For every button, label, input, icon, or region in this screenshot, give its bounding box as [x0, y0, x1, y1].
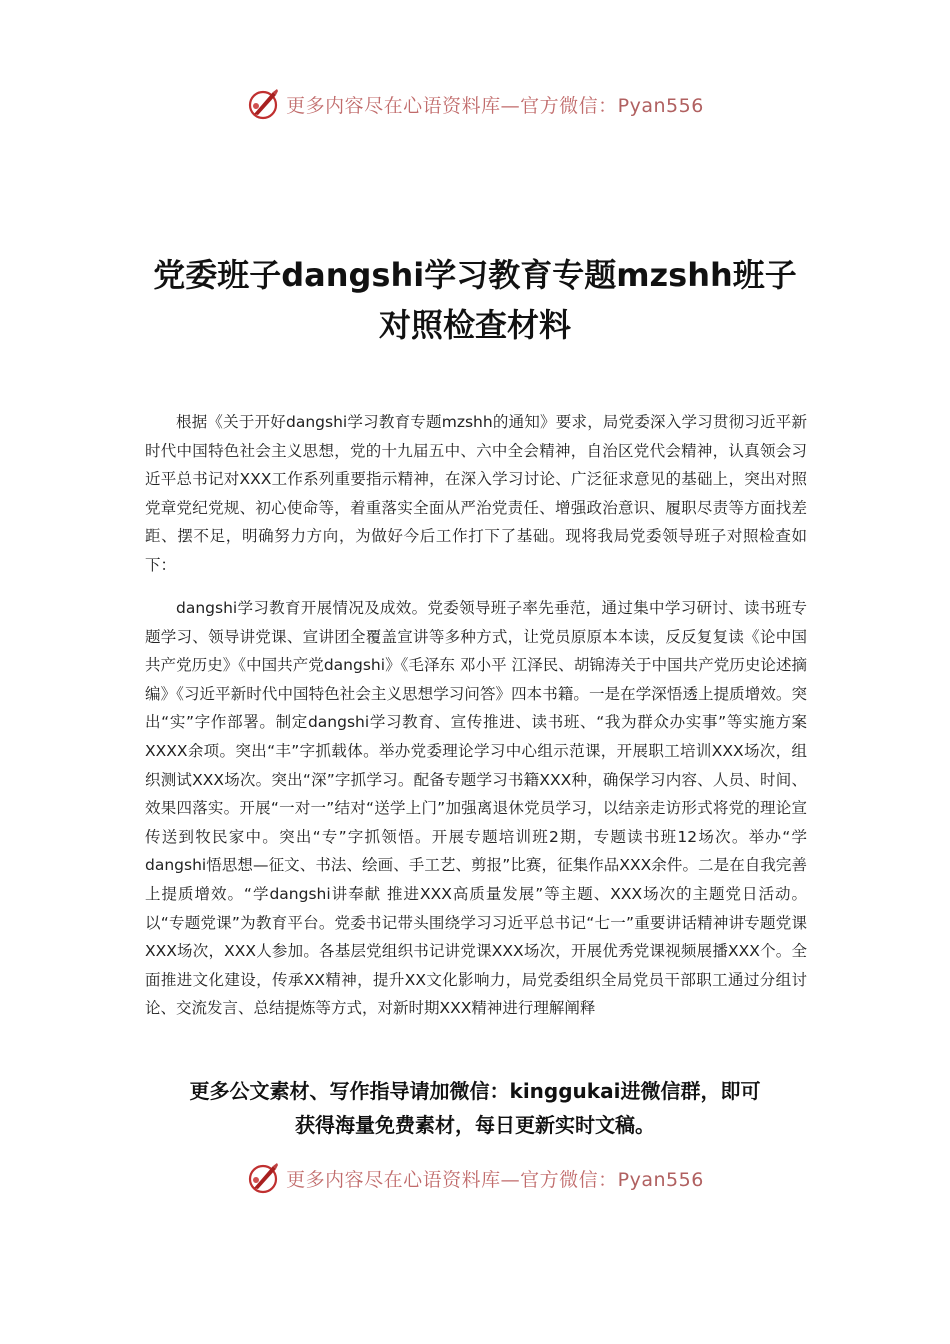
- body-paragraph-1: 根据《关于开好dangshi学习教育专题mzshh的通知》要求，局党委深入学习贯彻习近平新时代中国特色社会主义思想，党的十九届五中、六中全会精神，自治区党代会精神，认真领会习近平总书记对XXX工作系列重要指示精神，在深入学习讨论、广泛征求意见的基础上，突出对照党章党纪党规、初心使命等，着重落实全面从严治党责任、增强政治意识、履职尽责等方面找差距、摆不足，明确努力方向，为做好今后工作打下了基础。现将我局党委领导班子对照检查如下：: [145, 413, 807, 574]
- quill-pen-logo-icon: [246, 1160, 282, 1196]
- promo-line-1: 更多公文素材、写作指导请加微信：kinggukai进微信群，即可: [189, 1079, 761, 1103]
- title-line-2: 对照检查材料: [378, 306, 571, 344]
- footer-banner-text: 更多内容尽在心语资料库—官方微信：Pyan556: [286, 1168, 704, 1191]
- body-paragraph-1-block: [145, 408, 807, 580]
- wechat-id: Pyan556: [617, 94, 704, 117]
- page-title: [140, 250, 810, 350]
- wechat-id: Pyan556: [617, 1168, 704, 1191]
- header-banner-text: 更多内容尽在心语资料库—官方微信：Pyan556: [286, 94, 704, 117]
- footer-banner: [0, 1154, 950, 1202]
- body-paragraph-2: dangshi学习教育开展情况及成效。党委领导班子率先垂范，通过集中学习研讨、读书班专题学习、领导讲党课、宣讲团全覆盖宣讲等多种方式，让党员原原本本读，反反复复读《论中国共产党历史》《中国共产党dangshi》《毛泽东 邓小平 江泽民、胡锦涛关于中国共产党历史论述摘编》《习近平新时代中国特色社会主义思想学习问答》四本书籍。一是在学深悟透上提质增效。突出“实”字作部署。制定dangshi学习教育、宣传推进、读书班、“我为群众办实事”等实施方案XXXX余项。突出“丰”字抓载体。举办党委理论学习中心组示范课，开展职工培训XXX场次，组织测试XXX场次。突出“深”字抓学习。配备专题学习书籍XXX种，确保学习内容、人员、时间、效果四落实。开展“一对一”结对“送学上门”加强离退休党员学习，以结亲走访形式将党的理论宣传送到牧民家中。突出“专”字抓领悟。开展专题培训班2期，专题读书班12场次。举办“学dangshi悟思想—征文、书法、绘画、手工艺、剪报”比赛，征集作品XXX余件。二是在自我完善上提质增效。“学dangshi讲奉献 推进XXX高质量发展”等主题、XXX场次的主题党日活动。以“专题党课”为教育平台。党委书记带头围绕学习习近平总书记“七一”重要讲话精神讲专题党课XXX场次，XXX人参加。各基层党组织书记讲党课XXX场次，开展优秀党课视频展播XXX个。全面推进文化建设，传承XX精神，提升XX文化影响力，局党委组织全局党员干部职工通过分组讨论、交流发言、总结提炼等方式，对新时期XXX精神进行理解阐释: [145, 599, 807, 1018]
- body-paragraph-2-block: [145, 594, 807, 1023]
- header-banner: [0, 80, 950, 128]
- quill-pen-logo-icon: [246, 86, 282, 122]
- promo-notice: [140, 1074, 810, 1142]
- title-line-1: 党委班子dangshi学习教育专题mzshh班子: [153, 256, 797, 294]
- promo-line-2: 获得海量免费素材，每日更新实时文稿。: [295, 1113, 655, 1137]
